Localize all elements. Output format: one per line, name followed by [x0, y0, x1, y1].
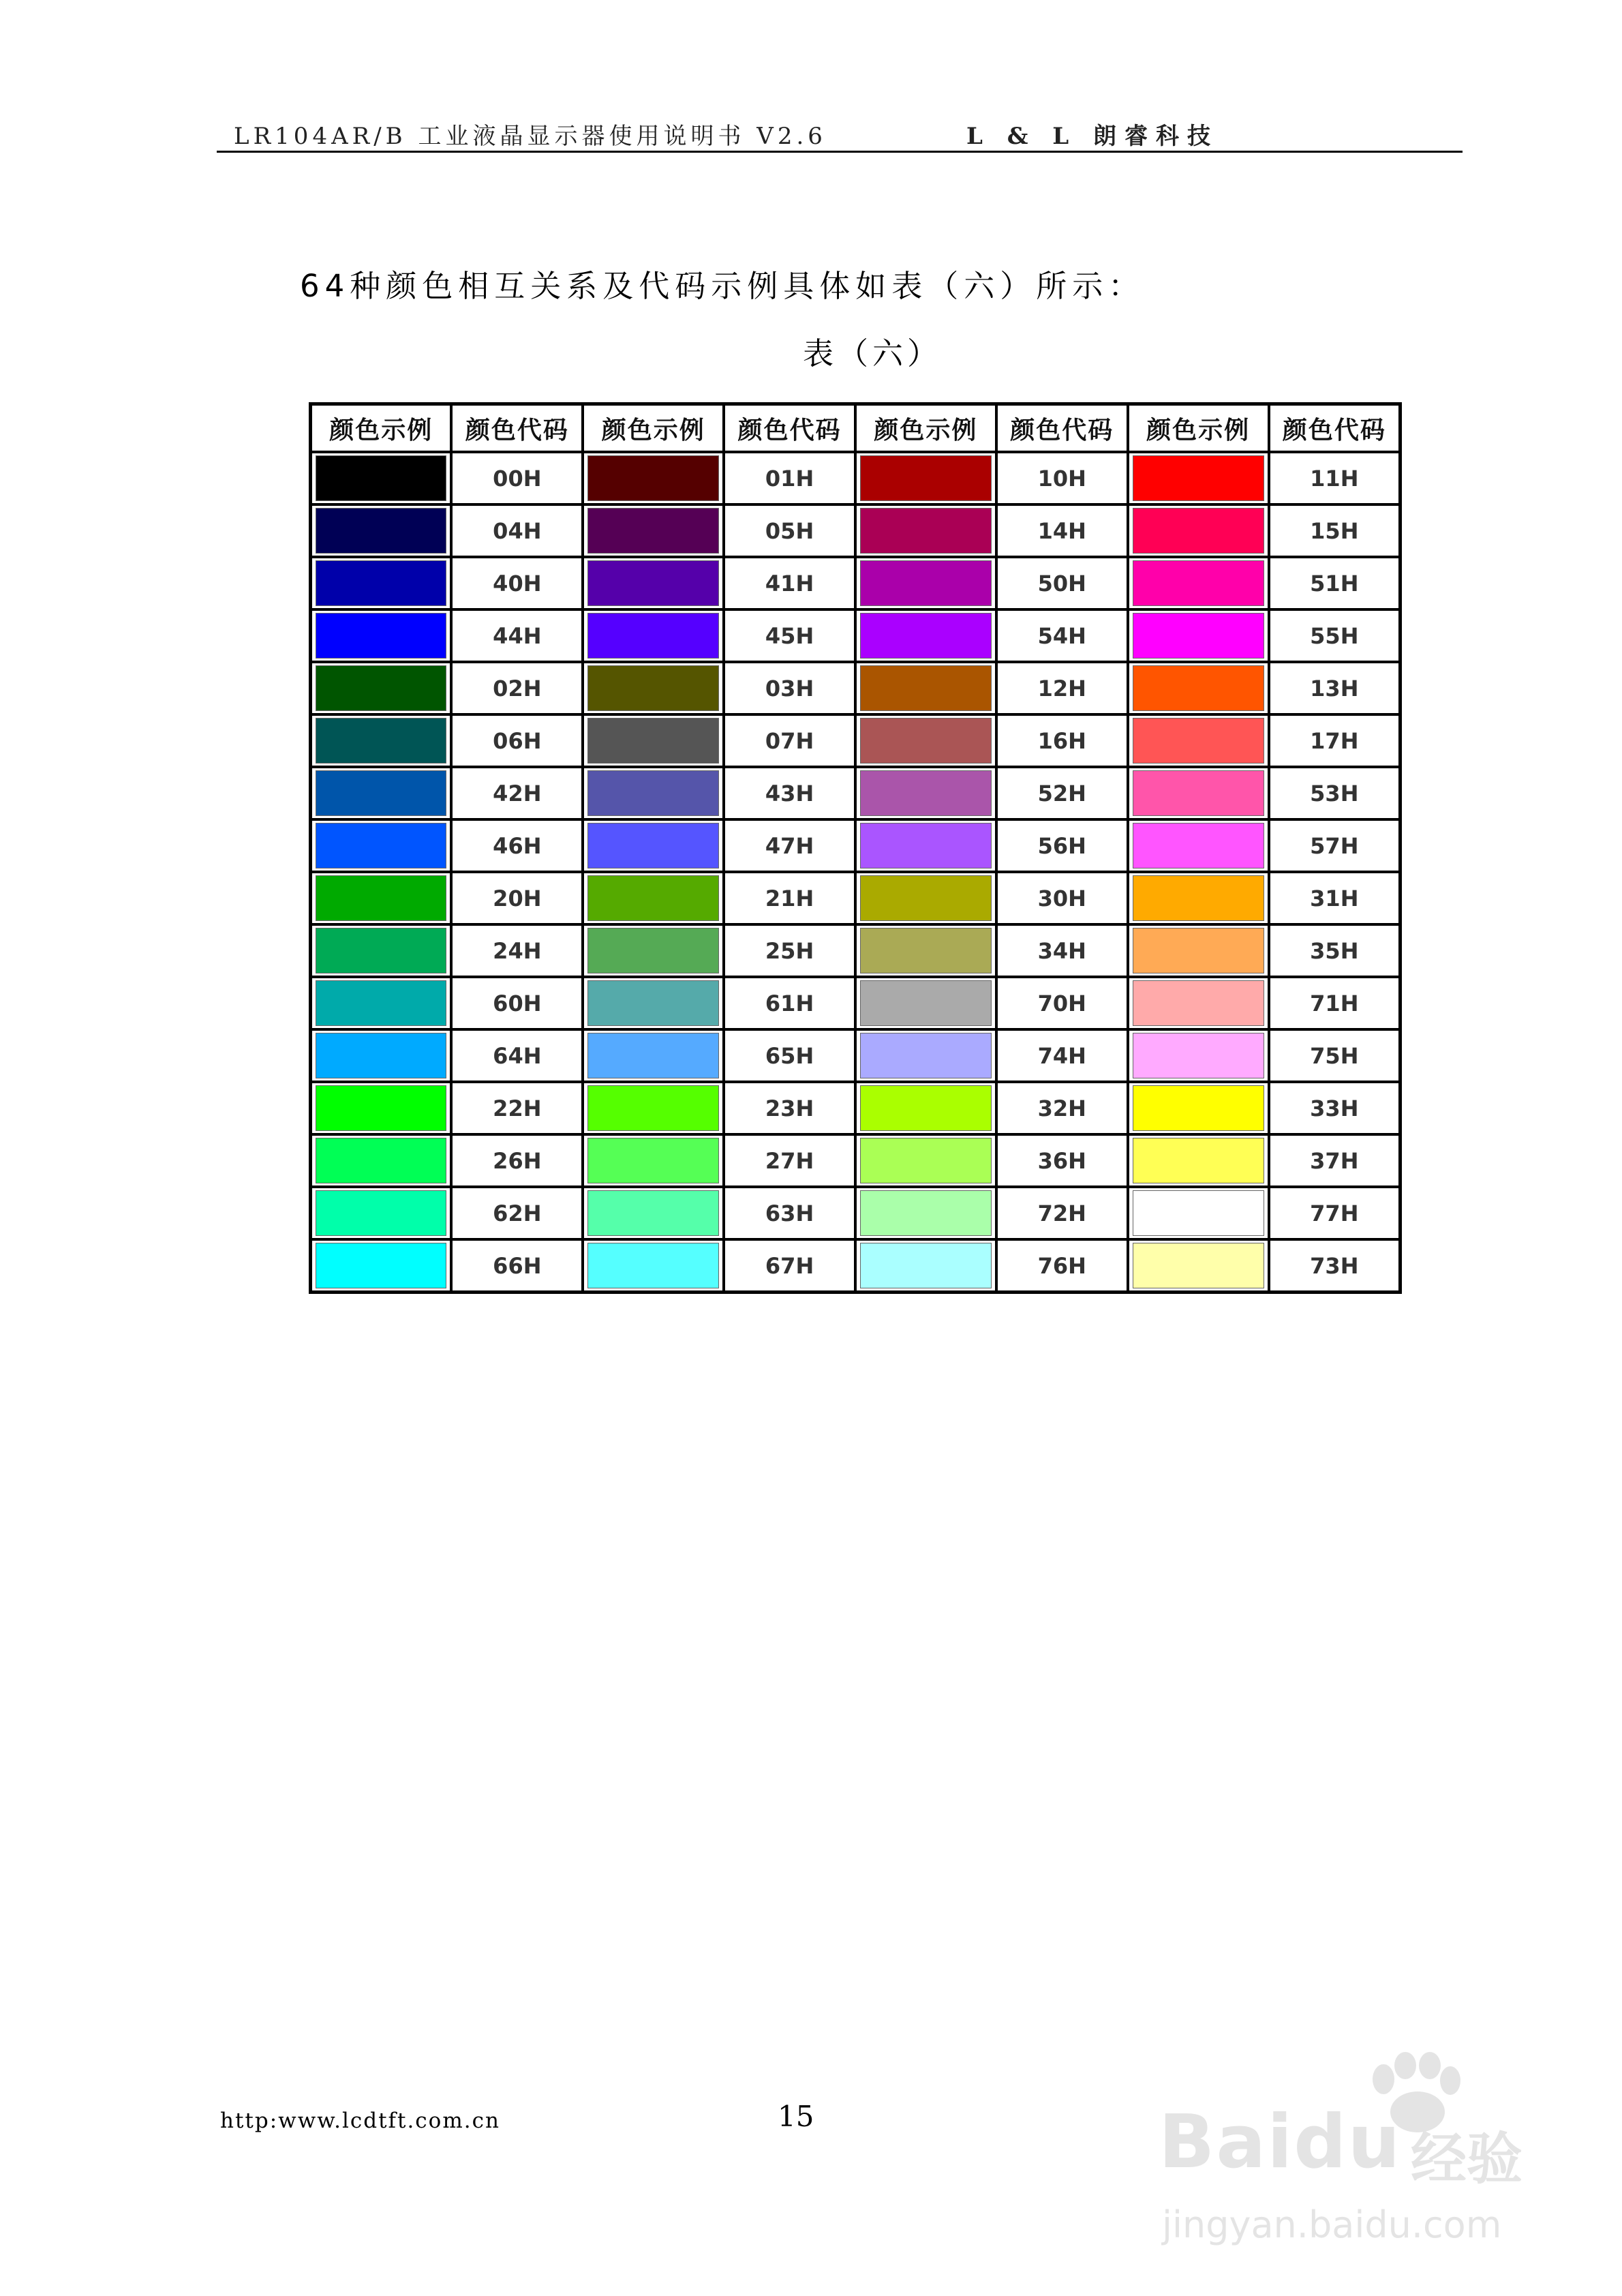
color-sample-cell	[1128, 819, 1269, 872]
color-swatch	[1133, 1190, 1264, 1236]
color-swatch	[1133, 980, 1264, 1026]
color-swatch	[316, 613, 446, 659]
header-color-code: 颜色代码	[724, 404, 855, 453]
color-swatch	[316, 718, 446, 764]
color-sample-cell	[1128, 557, 1269, 609]
table-row	[311, 819, 1401, 872]
color-code-cell: 06H	[451, 714, 583, 767]
color-swatch	[860, 455, 992, 501]
color-swatch	[587, 1085, 719, 1131]
header-title: LR104AR/B 工业液晶显示器使用说明书 V2.6	[234, 123, 827, 150]
color-swatch	[587, 455, 719, 501]
color-swatch	[1133, 1033, 1264, 1078]
color-sample-cell	[855, 1239, 996, 1293]
color-sample-cell	[855, 662, 996, 714]
table-row	[311, 609, 1401, 662]
watermark-url: jingyan.baidu.com	[1162, 2203, 1502, 2246]
table-row	[311, 452, 1401, 504]
color-sample-cell	[311, 662, 452, 714]
color-code-cell: 16H	[996, 714, 1128, 767]
color-code-cell: 07H	[724, 714, 855, 767]
color-code-cell: 45H	[724, 609, 855, 662]
color-code-cell: 44H	[451, 609, 583, 662]
table-caption: 表（六）	[803, 335, 943, 372]
color-sample-cell	[583, 557, 724, 609]
color-code-cell: 52H	[996, 767, 1128, 819]
color-code-cell: 47H	[724, 819, 855, 872]
color-swatch	[860, 718, 992, 764]
color-swatch	[587, 665, 719, 711]
color-sample-cell	[583, 1082, 724, 1134]
header-color-code: 颜色代码	[1269, 404, 1401, 453]
color-swatch	[316, 455, 446, 501]
color-code-cell: 15H	[1269, 504, 1401, 557]
color-sample-cell	[583, 452, 724, 504]
color-swatch	[1133, 1138, 1264, 1183]
color-sample-cell	[583, 504, 724, 557]
color-code-cell: 11H	[1269, 452, 1401, 504]
color-sample-cell	[1128, 1029, 1269, 1082]
table-row	[311, 504, 1401, 557]
color-code-cell: 32H	[996, 1082, 1128, 1134]
color-sample-cell	[855, 1029, 996, 1082]
table-row	[311, 714, 1401, 767]
color-sample-cell	[583, 819, 724, 872]
header-divider	[217, 151, 1463, 153]
color-swatch	[587, 560, 719, 606]
color-sample-cell	[855, 767, 996, 819]
color-sample-cell	[311, 714, 452, 767]
color-sample-cell	[855, 819, 996, 872]
table-row	[311, 1082, 1401, 1134]
color-code-cell: 76H	[996, 1239, 1128, 1293]
color-swatch	[860, 770, 992, 816]
color-swatch	[316, 980, 446, 1026]
color-swatch	[316, 508, 446, 554]
color-swatch	[587, 980, 719, 1026]
color-code-cell: 36H	[996, 1134, 1128, 1187]
color-swatch	[1133, 823, 1264, 868]
color-sample-cell	[1128, 767, 1269, 819]
color-code-cell: 70H	[996, 977, 1128, 1029]
color-swatch	[316, 1085, 446, 1131]
color-sample-cell	[311, 504, 452, 557]
color-swatch	[860, 980, 992, 1026]
header-color-code: 颜色代码	[996, 404, 1128, 453]
color-swatch	[1133, 875, 1264, 921]
color-code-table	[309, 402, 1402, 1294]
color-swatch	[860, 1243, 992, 1288]
color-code-cell: 41H	[724, 557, 855, 609]
color-code-cell: 27H	[724, 1134, 855, 1187]
color-sample-cell	[1128, 662, 1269, 714]
color-swatch	[860, 1085, 992, 1131]
color-sample-cell	[1128, 1134, 1269, 1187]
color-code-cell: 57H	[1269, 819, 1401, 872]
color-swatch	[587, 1033, 719, 1078]
color-sample-cell	[583, 872, 724, 924]
color-code-cell: 66H	[451, 1239, 583, 1293]
page-number: 15	[778, 2100, 814, 2133]
color-swatch	[1133, 613, 1264, 659]
color-swatch	[587, 1243, 719, 1288]
color-swatch	[1133, 508, 1264, 554]
color-sample-cell	[583, 977, 724, 1029]
color-code-cell: 62H	[451, 1187, 583, 1239]
color-swatch	[860, 665, 992, 711]
color-code-cell: 42H	[451, 767, 583, 819]
color-sample-cell	[311, 924, 452, 977]
color-swatch	[860, 823, 992, 868]
color-sample-cell	[1128, 924, 1269, 977]
color-swatch	[1133, 770, 1264, 816]
color-code-cell: 50H	[996, 557, 1128, 609]
color-sample-cell	[1128, 977, 1269, 1029]
color-code-cell: 71H	[1269, 977, 1401, 1029]
color-swatch	[587, 613, 719, 659]
color-code-cell: 75H	[1269, 1029, 1401, 1082]
color-sample-cell	[1128, 504, 1269, 557]
color-code-cell: 33H	[1269, 1082, 1401, 1134]
color-code-cell: 67H	[724, 1239, 855, 1293]
color-code-cell: 04H	[451, 504, 583, 557]
color-sample-cell	[1128, 452, 1269, 504]
color-sample-cell	[855, 1134, 996, 1187]
color-sample-cell	[1128, 714, 1269, 767]
color-swatch	[316, 875, 446, 921]
color-code-cell: 31H	[1269, 872, 1401, 924]
color-code-cell: 34H	[996, 924, 1128, 977]
header-color-code: 颜色代码	[451, 404, 583, 453]
color-code-cell: 10H	[996, 452, 1128, 504]
table-row	[311, 662, 1401, 714]
color-code-cell: 64H	[451, 1029, 583, 1082]
color-swatch	[587, 508, 719, 554]
color-code-cell: 05H	[724, 504, 855, 557]
color-code-cell: 17H	[1269, 714, 1401, 767]
color-code-cell: 72H	[996, 1187, 1128, 1239]
color-code-cell: 13H	[1269, 662, 1401, 714]
color-code-cell: 01H	[724, 452, 855, 504]
color-sample-cell	[311, 1082, 452, 1134]
header-color-sample: 颜色示例	[1128, 404, 1269, 453]
color-code-cell: 46H	[451, 819, 583, 872]
color-code-cell: 00H	[451, 452, 583, 504]
color-swatch	[860, 613, 992, 659]
color-code-cell: 60H	[451, 977, 583, 1029]
color-sample-cell	[1128, 609, 1269, 662]
table-row	[311, 924, 1401, 977]
color-sample-cell	[855, 1187, 996, 1239]
table-row	[311, 767, 1401, 819]
color-swatch	[1133, 455, 1264, 501]
color-sample-cell	[855, 1082, 996, 1134]
color-code-cell: 56H	[996, 819, 1128, 872]
color-code-cell: 73H	[1269, 1239, 1401, 1293]
color-swatch	[587, 875, 719, 921]
color-sample-cell	[583, 609, 724, 662]
color-swatch	[587, 770, 719, 816]
color-code-cell: 35H	[1269, 924, 1401, 977]
color-sample-cell	[583, 1187, 724, 1239]
color-swatch	[1133, 718, 1264, 764]
color-swatch	[1133, 560, 1264, 606]
color-sample-cell	[311, 452, 452, 504]
color-sample-cell	[311, 1187, 452, 1239]
color-code-cell: 24H	[451, 924, 583, 977]
color-code-cell: 20H	[451, 872, 583, 924]
color-code-cell: 22H	[451, 1082, 583, 1134]
color-sample-cell	[855, 872, 996, 924]
color-code-cell: 14H	[996, 504, 1128, 557]
table-row	[311, 1187, 1401, 1239]
color-swatch	[316, 928, 446, 973]
table-row	[311, 1134, 1401, 1187]
color-code-cell: 12H	[996, 662, 1128, 714]
color-sample-cell	[1128, 1082, 1269, 1134]
color-swatch	[316, 665, 446, 711]
table-row	[311, 1239, 1401, 1293]
table-header-row	[311, 404, 1401, 453]
color-sample-cell	[583, 1239, 724, 1293]
color-swatch	[316, 1243, 446, 1288]
color-swatch	[1133, 1243, 1264, 1288]
color-swatch	[860, 1190, 992, 1236]
color-code-cell: 30H	[996, 872, 1128, 924]
header-color-sample: 颜色示例	[855, 404, 996, 453]
color-swatch	[316, 1138, 446, 1183]
color-code-cell: 54H	[996, 609, 1128, 662]
color-code-cell: 65H	[724, 1029, 855, 1082]
color-sample-cell	[855, 452, 996, 504]
table-row	[311, 1029, 1401, 1082]
color-sample-cell	[311, 819, 452, 872]
color-sample-cell	[583, 1134, 724, 1187]
color-sample-cell	[583, 662, 724, 714]
color-code-cell: 40H	[451, 557, 583, 609]
color-sample-cell	[311, 872, 452, 924]
color-code-cell: 25H	[724, 924, 855, 977]
color-code-cell: 74H	[996, 1029, 1128, 1082]
table-row	[311, 977, 1401, 1029]
color-sample-cell	[583, 924, 724, 977]
color-code-cell: 03H	[724, 662, 855, 714]
baidu-jingyan-watermark	[1159, 2052, 1540, 2277]
color-code-cell: 51H	[1269, 557, 1401, 609]
color-sample-cell	[311, 767, 452, 819]
color-sample-cell	[855, 557, 996, 609]
color-swatch	[1133, 928, 1264, 973]
color-swatch	[587, 928, 719, 973]
intro-paragraph: 64种颜色相互关系及代码示例具体如表（六）所示：	[300, 268, 1145, 304]
color-sample-cell	[583, 714, 724, 767]
color-swatch	[1133, 665, 1264, 711]
color-code-cell: 21H	[724, 872, 855, 924]
color-code-cell: 55H	[1269, 609, 1401, 662]
color-swatch	[316, 823, 446, 868]
color-swatch	[860, 928, 992, 973]
color-swatch	[587, 1190, 719, 1236]
color-swatch	[316, 560, 446, 606]
color-code-cell: 43H	[724, 767, 855, 819]
color-swatch	[860, 1138, 992, 1183]
color-sample-cell	[311, 977, 452, 1029]
color-sample-cell	[855, 924, 996, 977]
header-company: L & L 朗睿科技	[966, 123, 1219, 150]
color-sample-cell	[855, 609, 996, 662]
color-swatch	[587, 823, 719, 868]
color-code-cell: 37H	[1269, 1134, 1401, 1187]
header-color-sample: 颜色示例	[583, 404, 724, 453]
color-swatch	[316, 770, 446, 816]
color-swatch	[316, 1190, 446, 1236]
watermark-logo-text: Baidu	[1159, 2100, 1402, 2185]
color-swatch	[860, 560, 992, 606]
color-sample-cell	[855, 977, 996, 1029]
color-sample-cell	[311, 1239, 452, 1293]
color-code-cell: 23H	[724, 1082, 855, 1134]
color-sample-cell	[583, 1029, 724, 1082]
color-sample-cell	[311, 609, 452, 662]
color-swatch	[316, 1033, 446, 1078]
color-sample-cell	[1128, 872, 1269, 924]
color-swatch	[860, 1033, 992, 1078]
color-sample-cell	[311, 557, 452, 609]
header-color-sample: 颜色示例	[311, 404, 452, 453]
table-row	[311, 557, 1401, 609]
color-code-cell: 26H	[451, 1134, 583, 1187]
table-row	[311, 872, 1401, 924]
color-sample-cell	[311, 1134, 452, 1187]
color-sample-cell	[1128, 1239, 1269, 1293]
color-swatch	[860, 875, 992, 921]
color-sample-cell	[583, 767, 724, 819]
color-code-cell: 02H	[451, 662, 583, 714]
color-code-cell: 53H	[1269, 767, 1401, 819]
color-code-cell: 77H	[1269, 1187, 1401, 1239]
watermark-jingyan-text: 经验	[1411, 2127, 1523, 2192]
color-sample-cell	[855, 714, 996, 767]
color-sample-cell	[311, 1029, 452, 1082]
color-swatch	[860, 508, 992, 554]
color-swatch	[587, 718, 719, 764]
color-swatch	[1133, 1085, 1264, 1131]
footer-url: http:www.lcdtft.com.cn	[220, 2109, 500, 2133]
color-code-cell: 63H	[724, 1187, 855, 1239]
color-swatch	[587, 1138, 719, 1183]
color-code-cell: 61H	[724, 977, 855, 1029]
color-sample-cell	[1128, 1187, 1269, 1239]
color-sample-cell	[855, 504, 996, 557]
